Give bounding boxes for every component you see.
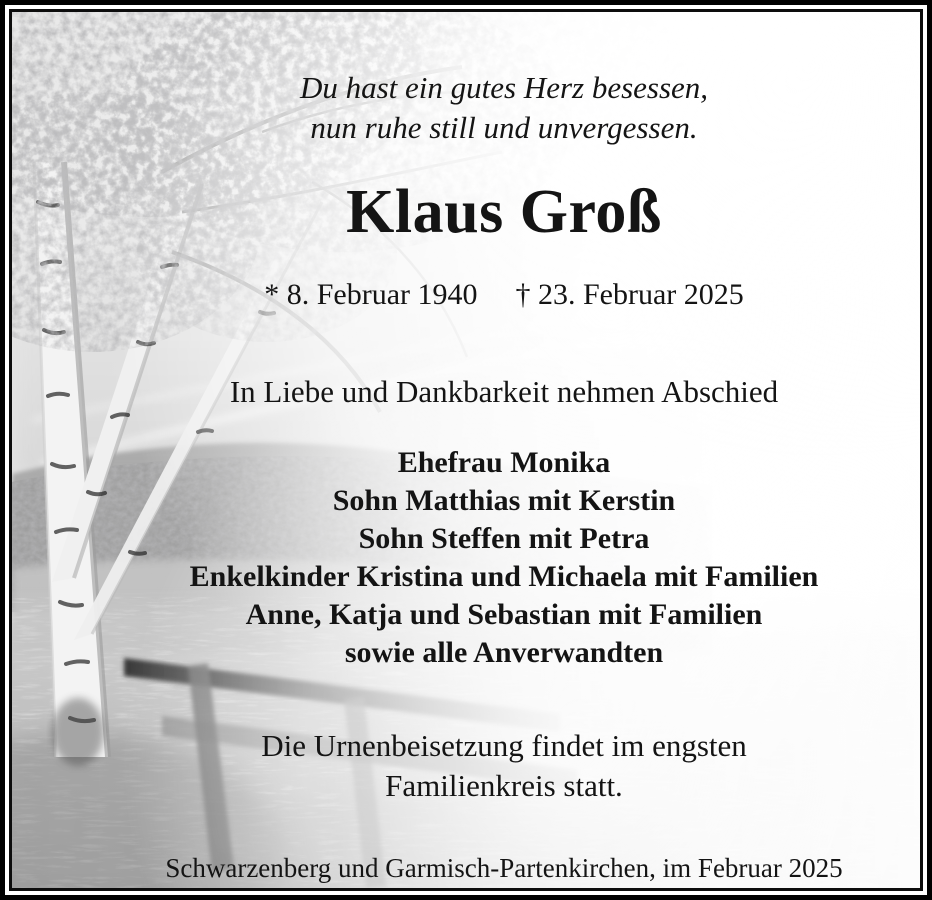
- mourner-line: sowie alle Anverwandten: [344, 636, 664, 669]
- life-dates: [96, 276, 912, 314]
- obituary-content: [96, 12, 912, 888]
- verse-line-1: Du hast ein gutes Herz besessen,: [299, 70, 709, 105]
- funeral-line-2: Familienkreis statt.: [385, 768, 623, 803]
- deceased-name: Klaus Groß: [346, 178, 662, 246]
- obituary-frame: [9, 9, 923, 891]
- mourner-line: Sohn Matthias mit Kerstin: [332, 484, 676, 517]
- mourner-line: Ehefrau Monika: [397, 446, 611, 479]
- closing-line: Schwarzenberg und Garmisch-Partenkirchen, im Februar 2025: [165, 853, 843, 883]
- farewell-intro: In Liebe und Dankbarkeit nehmen Abschied: [229, 374, 779, 409]
- mourner-line: Enkelkinder Kristina und Michaela mit Familien: [189, 560, 819, 593]
- mourner-line: Anne, Katja und Sebastian mit Familien: [245, 598, 763, 631]
- mourners-list: [96, 444, 912, 672]
- death-date: † 23. Februar 2025: [515, 278, 744, 311]
- memorial-verse: [96, 68, 912, 148]
- mourner-line: Sohn Steffen mit Petra: [358, 522, 650, 555]
- funeral-line-1: Die Urnenbeisetzung findet im engsten: [261, 728, 747, 763]
- funeral-info: [96, 726, 912, 806]
- birth-date: * 8. Februar 1940: [264, 278, 478, 311]
- verse-line-2: nun ruhe still und unvergessen.: [310, 110, 698, 145]
